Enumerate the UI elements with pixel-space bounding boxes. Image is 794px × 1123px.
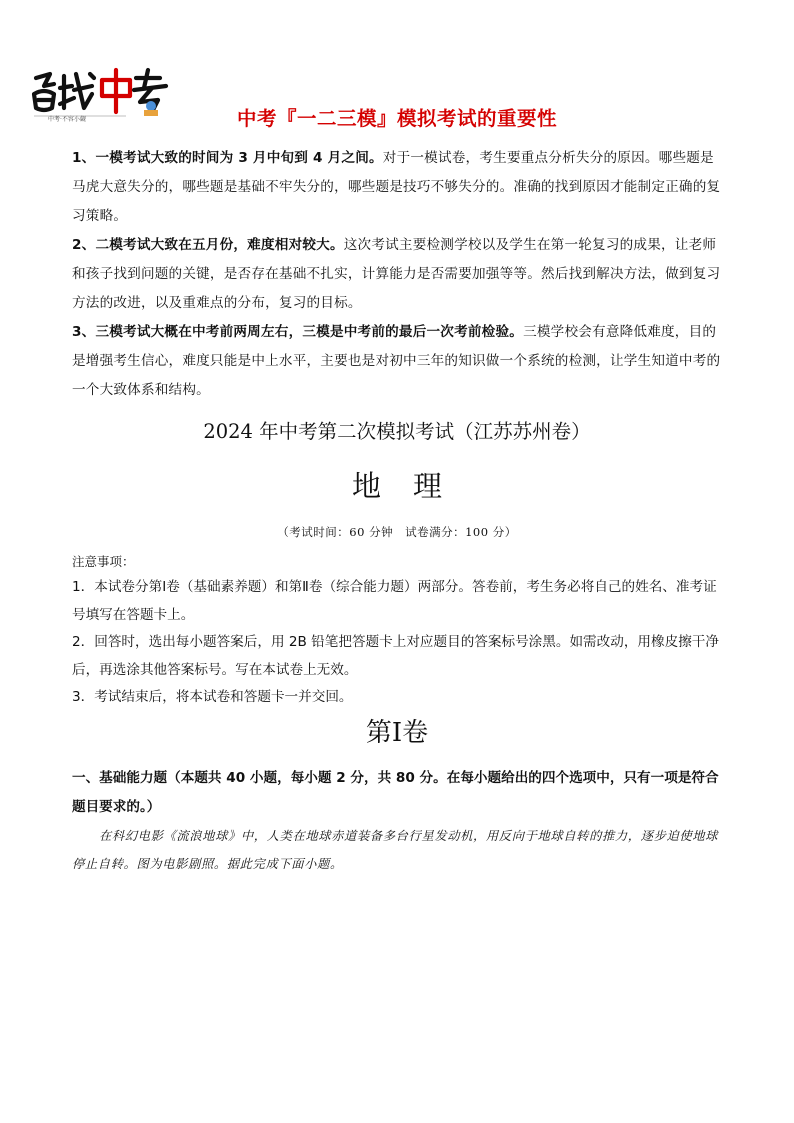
- intro-body-3: 三模学校会有意降低难度，目的是增强考生信心，难度只能是中上水平，主要也是对初中三年的知识做一个系统的检测，让学生知道中考的一个大致体系和结构。: [72, 324, 721, 398]
- intro-paragraph-1: [72, 144, 724, 231]
- intro-body-1: 对于一模试卷，考生要重点分析失分的原因。哪些题是马虎大意失分的，哪些题是基础不牢失分的，哪些题是技巧不够失分的。准确的找到原因才能制定正确的复习策略。: [72, 150, 721, 224]
- notes-section: [72, 550, 724, 712]
- question-passage: 在科幻电影《流浪地球》中，人类在地球赤道装备多台行星发动机，用反向于地球自转的推力，逐步迫使地球停止自转。图为电影剧照。据此完成下面小题。: [72, 829, 719, 871]
- exam-title: 2024 年中考第二次模拟考试（江苏苏州卷）: [203, 420, 591, 443]
- volume-title: 第Ⅰ卷: [365, 718, 429, 748]
- subject-title: [0, 464, 794, 505]
- intro-lead-2: 2、二模考试大致在五月份，难度相对较大。: [72, 237, 344, 253]
- section-heading: [72, 764, 732, 822]
- intro-paragraph-3: [72, 318, 724, 405]
- intro-lead-3: 3、三模考试大概在中考前两周左右，三模是中考前的最后一次考前检验。: [72, 324, 524, 340]
- intro-section: [72, 144, 724, 405]
- intro-lead-1: 1、一模考试大致的时间为 3 月中旬到 4 月之间。: [72, 150, 383, 166]
- section-title: 一、基础能力题（本题共 40 小题，每小题 2 分，共 80 分。在每小题给出的四个选项中，只有一项是符合题目要求的。）: [72, 770, 719, 815]
- subject-char-1: 地: [351, 469, 381, 503]
- exam-time-note: （考试时间：60 分钟 试卷满分：100 分）: [277, 525, 517, 539]
- notes-item-3: 3．考试结束后，将本试卷和答题卡一并交回。: [72, 689, 353, 705]
- subject-char-2: 理: [413, 469, 443, 503]
- notes-item-1: 1．本试卷分第Ⅰ卷（基础素养题）和第Ⅱ卷（综合能力题）两部分。答卷前，考生务必将自己的姓名、准考证号填写在答题卡上。: [72, 579, 717, 623]
- intro-body-2: 这次考试主要检测学校以及学生在第一轮复习的成果，让老师和孩子找到问题的关键，是否存在基础不扎实，计算能力是否需要加强等等。然后找到解决方法，做到复习方法的改进，以及重难点的分布，复习的目标。: [72, 237, 721, 311]
- document-title: 中考『一二三模』模拟考试的重要性: [236, 107, 557, 130]
- intro-paragraph-2: [72, 231, 724, 318]
- notes-heading: 注意事项：: [72, 554, 135, 569]
- notes-item-2: 2．回答时，选出每小题答案后，用 2B 铅笔把答题卡上对应题目的答案标号涂黑。如需改动，用橡皮擦干净后，再选涂其他答案标号。写在本试卷上无效。: [72, 634, 719, 678]
- logo-tagline: 中考·不容小觑: [48, 116, 86, 122]
